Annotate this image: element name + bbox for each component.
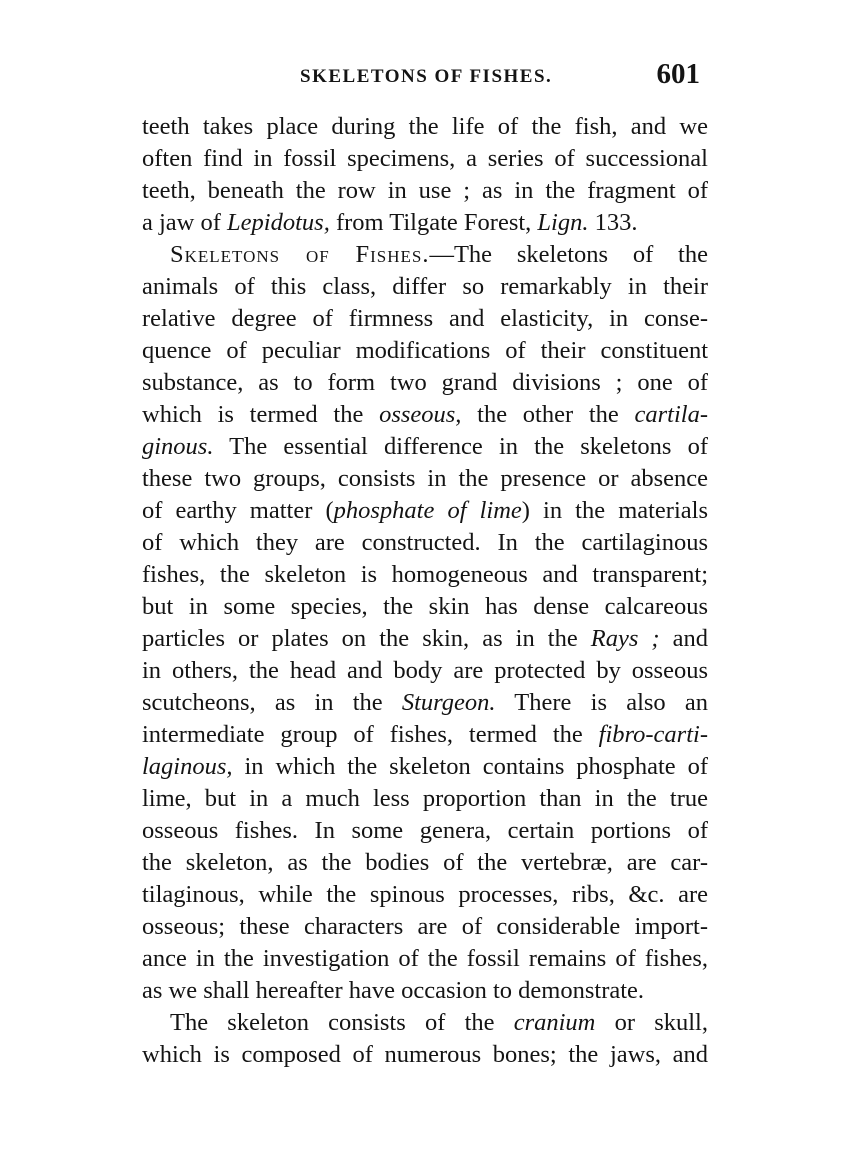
text-run: particles or plates on the skin, as in the <box>142 625 591 652</box>
page-number: 601 <box>656 58 700 90</box>
text-run: animals of this class, differ so remarkably in their <box>142 273 708 300</box>
text-line <box>142 911 708 943</box>
text-run: the skeleton, as the bodies of the vertebræ, are car- <box>142 849 708 876</box>
text-line <box>142 495 708 527</box>
text-line <box>142 687 708 719</box>
italic-term: cartila- <box>634 401 708 428</box>
text-run: fishes, the skeleton is homogeneous and transparent; <box>142 561 708 588</box>
text-run: ) in the materials <box>521 497 708 524</box>
text-run: a jaw of <box>142 209 228 236</box>
text-run: which is termed the <box>142 401 380 428</box>
text-line <box>142 1007 708 1039</box>
text-line <box>142 655 708 687</box>
text-run: —The skeletons of the <box>429 241 708 268</box>
text-line <box>142 175 708 207</box>
italic-term: Lign. <box>537 209 589 236</box>
text-run: scutcheons, as in the <box>142 689 402 716</box>
text-line <box>142 463 708 495</box>
italic-term: Rays ; <box>590 625 660 652</box>
text-line <box>142 431 708 463</box>
text-line <box>142 847 708 879</box>
text-run: as we shall hereafter have occasion to demonstrate. <box>142 977 645 1004</box>
body-text <box>142 111 708 1071</box>
text-line <box>142 143 708 175</box>
text-run: lime, but in a much less proportion than in the true <box>142 785 708 812</box>
section-heading: Skeletons of Fishes. <box>170 241 430 268</box>
text-run: osseous; these characters are of considerable import- <box>142 913 708 940</box>
text-run: The essential difference in the skeletons of <box>213 433 708 460</box>
text-line <box>142 751 708 783</box>
text-run: these two groups, consists in the presence or absence <box>142 465 708 492</box>
text-line <box>142 623 708 655</box>
text-line <box>142 815 708 847</box>
text-run: 133. <box>588 209 638 236</box>
text-run: ance in the investigation of the fossil remains of fishes, <box>142 945 708 972</box>
text-line <box>142 1039 708 1071</box>
text-run: but in some species, the skin has dense calcareous <box>142 593 708 620</box>
italic-term: Lepidotus, <box>227 209 330 236</box>
text-line <box>142 367 708 399</box>
text-run: which is composed of numerous bones; the jaws, and <box>142 1041 708 1068</box>
text-run: teeth, beneath the row in use ; as in the fragment of <box>142 177 708 204</box>
text-run: teeth takes place during the life of the fish, and we <box>142 113 708 140</box>
text-line <box>142 719 708 751</box>
text-line <box>142 879 708 911</box>
text-run: tilaginous, while the spinous processes, ribs, &c. are <box>142 881 708 908</box>
text-run: or skull, <box>595 1009 708 1036</box>
text-run: The skeleton consists of the <box>170 1009 514 1036</box>
text-run: osseous fishes. In some genera, certain portions of <box>142 817 708 844</box>
text-line <box>142 527 708 559</box>
text-run: relative degree of firmness and elasticity, in conse- <box>142 305 708 332</box>
text-line <box>142 111 708 143</box>
italic-term: phosphate of lime <box>333 497 522 524</box>
text-line <box>142 271 708 303</box>
text-line <box>142 303 708 335</box>
italic-term: ginous. <box>142 433 214 460</box>
text-run: the other the <box>461 401 635 428</box>
italic-term: cranium <box>513 1009 596 1036</box>
text-run: quence of peculiar modifications of their constituent <box>142 337 708 364</box>
text-run: There is also an <box>495 689 708 716</box>
text-run: in which the skeleton contains phosphate of <box>232 753 708 780</box>
text-run: of earthy matter ( <box>142 497 334 524</box>
text-line <box>142 207 708 239</box>
italic-term: osseous, <box>379 401 462 428</box>
text-line <box>142 975 708 1007</box>
text-line <box>142 239 708 271</box>
text-run: and <box>659 625 708 652</box>
text-line <box>142 335 708 367</box>
text-run: in others, the head and body are protected by osseous <box>142 657 708 684</box>
italic-term: Sturgeon. <box>401 689 496 716</box>
text-run: intermediate group of fishes, termed the <box>142 721 599 748</box>
running-head <box>142 58 708 98</box>
text-line <box>142 783 708 815</box>
italic-term: laginous, <box>142 753 233 780</box>
text-run: substance, as to form two grand divisions ; one of <box>142 369 708 396</box>
text-run: of which they are constructed. In the cartilaginous <box>142 529 708 556</box>
italic-term: fibro-carti- <box>598 721 708 748</box>
text-line <box>142 943 708 975</box>
text-line <box>142 559 708 591</box>
text-run: from Tilgate Forest, <box>329 209 538 236</box>
running-title: SKELETONS OF FISHES. <box>300 66 553 87</box>
text-run: often find in fossil specimens, a series of successional <box>142 145 708 172</box>
text-line <box>142 591 708 623</box>
text-line <box>142 399 708 431</box>
